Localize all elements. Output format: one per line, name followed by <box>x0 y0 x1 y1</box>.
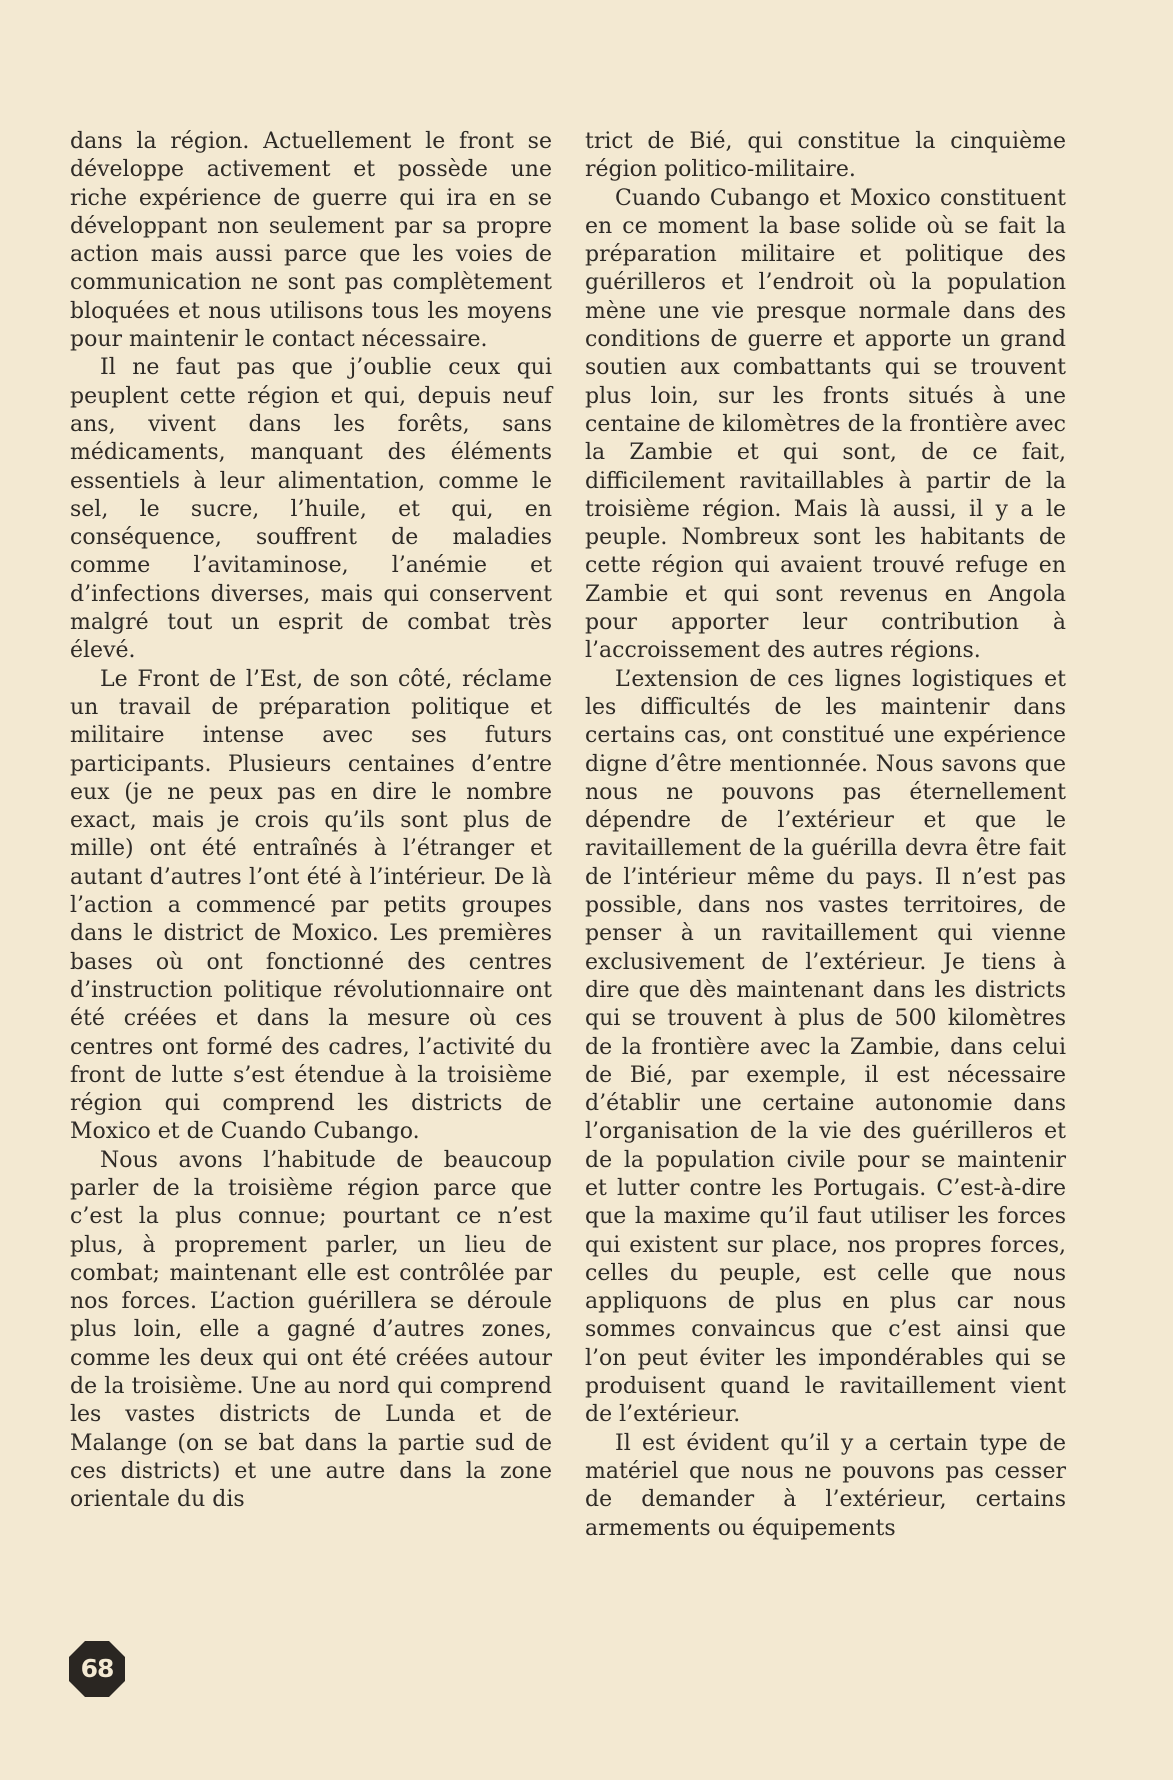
page-number: 68 <box>80 1654 114 1683</box>
paragraph: Nous avons l’habitude de beaucoup parler de la troisième région parce que c’est la plus connue; pourtant ce n’est plus, à proprement parler, un lieu de combat; maintenant elle est contrôlée par nos forces. L’action guérillera se déroule plus loin, elle a gagné d’autres zones, comme les deux qui ont été créées autour de la troisième. Une au nord qui comprend les vastes districts de Lunda et de Malange (on se bat dans la partie sud de ces districts) et une autre dans la zone orientale du dis <box>70 1147 552 1513</box>
paragraph: Il ne faut pas que j’oublie ceux qui peuplent cette région et qui, depuis neuf ans, vivent dans les forêts, sans médicaments, manquant des éléments essentiels à leur alimentation, comme le sel, le sucre, l’huile, et qui, en conséquence, souffrent de maladies comme l’avitaminose, l’anémie et d’infections diverses, mais qui conservent malgré tout un esprit de combat très élevé. <box>70 355 552 664</box>
page-number-badge <box>68 1640 126 1698</box>
paragraph: dans la région. Actuellement le front se développe activement et possède une riche expérience de guerre qui ira en se développant non seulement par sa propre action mais aussi parce que les voies de communication ne sont pas complètement bloquées et nous utilisons tous les moyens pour maintenir le contact nécessaire. <box>70 129 552 353</box>
paragraph: trict de Bié, qui constitue la cinquième région politico-militaire. <box>585 129 1066 183</box>
left-text-column <box>70 128 552 1515</box>
right-text-column <box>585 128 1066 1543</box>
paragraph: Il est évident qu’il y a certain type de matériel que nous ne pouvons pas cesser de demander à l’extérieur, certains armements ou équipements <box>585 1430 1066 1541</box>
paragraph: Le Front de l’Est, de son côté, réclame un travail de préparation politique et militaire intense avec ses futurs participants. Plusieurs centaines d’entre eux (je ne peux pas en dire le nombre exact, mais je crois qu’ils sont plus de mille) ont été entraînés à l’étranger et autant d’autres l’ont été à l’intérieur. De là l’action a commencé par petits groupes dans le district de Moxico. Les premières bases où ont fonctionné des centres d’instruction politique révolutionnaire ont été créées et dans la mesure où ces centres ont formé des cadres, l’activité du front de lutte s’est étendue à la troisième région qui comprend les districts de Moxico et de Cuando Cubango. <box>70 666 552 1145</box>
paragraph: Cuando Cubango et Moxico constituent en ce moment la base solide où se fait la préparation militaire et politique des guérilleros et l’endroit où la population mène une vie presque normale dans des conditions de guerre et apporte un grand soutien aux combattants qui se trouvent plus loin, sur les fronts situés à une centaine de kilomètres de la frontière avec la Zambie et qui sont, de ce fait, difficilement ravitaillables à partir de la troisième région. Mais là aussi, il y a le peuple. Nombreux sont les habitants de cette région qui avaient trouvé refuge en Zambie et qui sont revenus en Angola pour apporter leur contribution à l’accroissement des autres régions. <box>585 185 1066 664</box>
paragraph: L’extension de ces lignes logistiques et les difficultés de les maintenir dans certains cas, ont constitué une expérience digne d’être mentionnée. Nous savons que nous ne pouvons pas éternellement dépendre de l’extérieur et que le ravitaillement de la guérilla devra être fait de l’intérieur même du pays. Il n’est pas possible, dans nos vastes territoires, de penser à un ravitaillement qui vienne exclusivement de l’extérieur. Je tiens à dire que dès maintenant dans les districts qui se trouvent à plus de 500 kilomètres de la frontière avec la Zambie, dans celui de Bié, par exemple, il est nécessaire d’établir une certaine autonomie dans l’organisation de la vie des guérilleros et de la population civile pour se maintenir et lutter contre les Portugais. C’est-à-dire que la maxime qu’il faut utiliser les forces qui existent sur place, nos propres forces, celles du peuple, est celle que nous appliquons de plus en plus car nous sommes convaincus que c’est ainsi que l’on peut éviter les impondérables qui se produisent quand le ravitaillement vient de l’extérieur. <box>585 666 1066 1428</box>
